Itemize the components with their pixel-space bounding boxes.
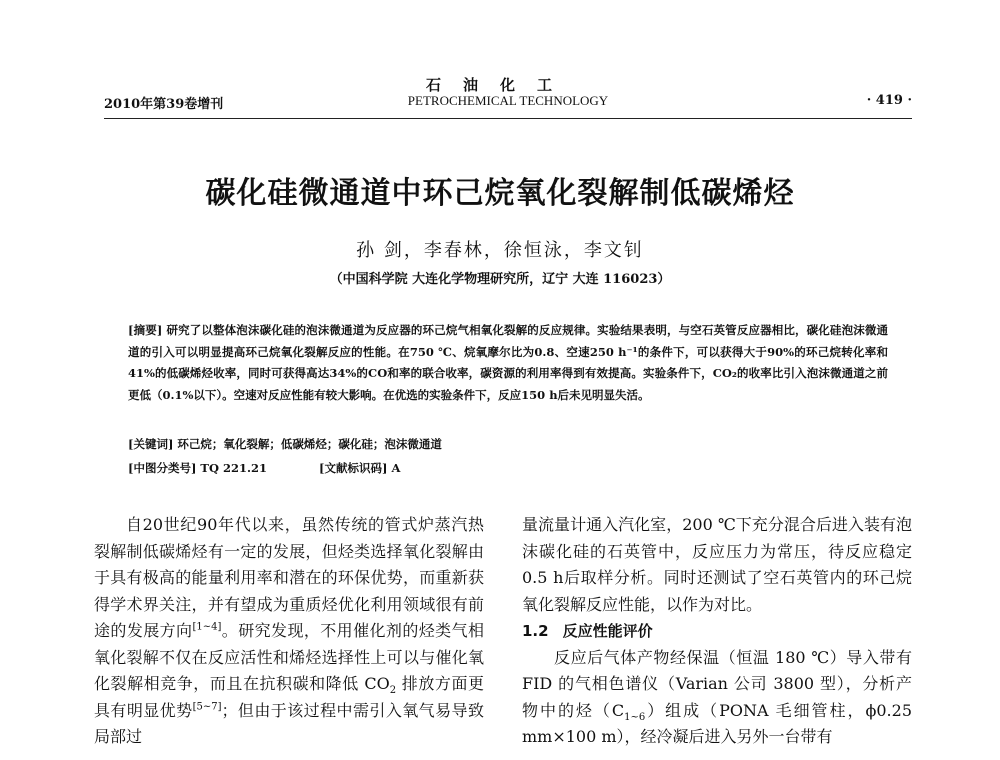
page-number: · 419 · bbox=[866, 93, 912, 108]
affiliation: （中国科学院 大连化学物理研究所，辽宁 大连 116023） bbox=[329, 272, 671, 287]
abstract-label: [摘要] bbox=[128, 323, 163, 337]
method-paragraph: 量流量计通入汽化室，200 ℃下充分混合后进入装有泡沫碳化硅的石英管中，反应压力为常压，待反应稳定0.5 h后取样分析。同时还测试了空石英管内的环己烷氧化裂解反应性能，以作为对比。 bbox=[522, 515, 912, 614]
article-title: 碳化硅微通道中环己烷氧化裂解制低碳烯烃 bbox=[205, 176, 795, 211]
section-heading bbox=[522, 618, 912, 645]
intro-paragraph bbox=[94, 512, 484, 751]
clc-value: TQ 221.21 bbox=[200, 461, 267, 475]
intro-text-2: 。研究发现，不用催化剂的烃类气相氧化裂解不仅在反应活性和烯烃选择性上可以与催化氧化裂解相竞争，而且在抗积碳和降低 CO bbox=[94, 621, 484, 693]
author-list: 孙 剑，李春林，徐恒泳，李文钊 bbox=[356, 240, 644, 261]
section-title: 反应性能评价 bbox=[562, 622, 653, 640]
clc-label: [中图分类号] bbox=[128, 461, 197, 475]
body-column-right bbox=[522, 512, 912, 751]
abstract bbox=[128, 320, 888, 406]
header-rule bbox=[104, 118, 912, 119]
body-column-left bbox=[94, 512, 484, 751]
journal-name-en: PETROCHEMICAL TECHNOLOGY bbox=[407, 93, 609, 108]
journal-name-cn: 石油化工 bbox=[425, 76, 574, 94]
intro-text-1: 自20世纪90年代以来，虽然传统的管式炉蒸汽热裂解制低碳烯烃有一定的发展，但烃类选择氧化裂解由于具有极高的能量利用率和潜在的环保优势，而重新获得学术界关注，并有望成为重质烃优化利用领域很有前途的发展方向 bbox=[94, 515, 484, 640]
carbon-range-subscript: 1~6 bbox=[624, 711, 646, 723]
abstract-text: 研究了以整体泡沫碳化硅的泡沫微通道为反应器的环己烷气相氧化裂解的反应规律。实验结果表明，与空石英管反应器相比，碳化硅泡沫微通道的引入可以明显提高环己烷氧化裂解反应的性能。在750 ℃、烷氧摩尔比为0.8、空速250 h⁻¹的条件下，可以获得大于90%的环己烷转化率和41%的低碳烯烃收率，同时可获得高达34%的CO和率的联合收率，碳资源的利用率得到有效提高。实验条件下，CO₂的收率比引入泡沫微通道之前更低（0.1%以下）。空速对反应性能有较大影响。在优选的实验条件下，反应150 h后未见明显失活。 bbox=[128, 323, 888, 402]
co2-subscript: 2 bbox=[389, 685, 397, 697]
keywords-line bbox=[128, 434, 888, 454]
citation-1: [1~4] bbox=[192, 621, 222, 633]
doc-code-value: A bbox=[391, 461, 401, 475]
running-header bbox=[104, 93, 912, 113]
keywords-label: [关键词] bbox=[128, 437, 174, 451]
eval-text-1: 反应后气体产物经保温（恒温 180 ℃）导入带有 FID 的气相色谱仪（Varian 公司 3800 型），分析产物中的烃（C bbox=[522, 647, 912, 720]
classification-line bbox=[128, 458, 888, 478]
eval-text-2: ）组成（PONA 毛细管柱，ϕ0.25 mm×100 m），经冷凝后进入另外一台带有 bbox=[522, 700, 912, 746]
intro-text-4: ；但由于该过程中需引入氧气易导致局部过 bbox=[94, 700, 484, 746]
section-number: 1.2 bbox=[522, 622, 549, 640]
doc-code-label: [文献标识码] bbox=[319, 461, 388, 475]
keywords-text: 环己烷；氧化裂解；低碳烯烃；碳化硅；泡沫微通道 bbox=[177, 437, 442, 451]
citation-2: [5~7] bbox=[192, 701, 222, 713]
evaluation-paragraph bbox=[522, 645, 912, 751]
issue-label: 2010年第39卷增刊 bbox=[104, 97, 224, 112]
intro-text-3: 排放方面更具有明显优势 bbox=[94, 674, 484, 720]
